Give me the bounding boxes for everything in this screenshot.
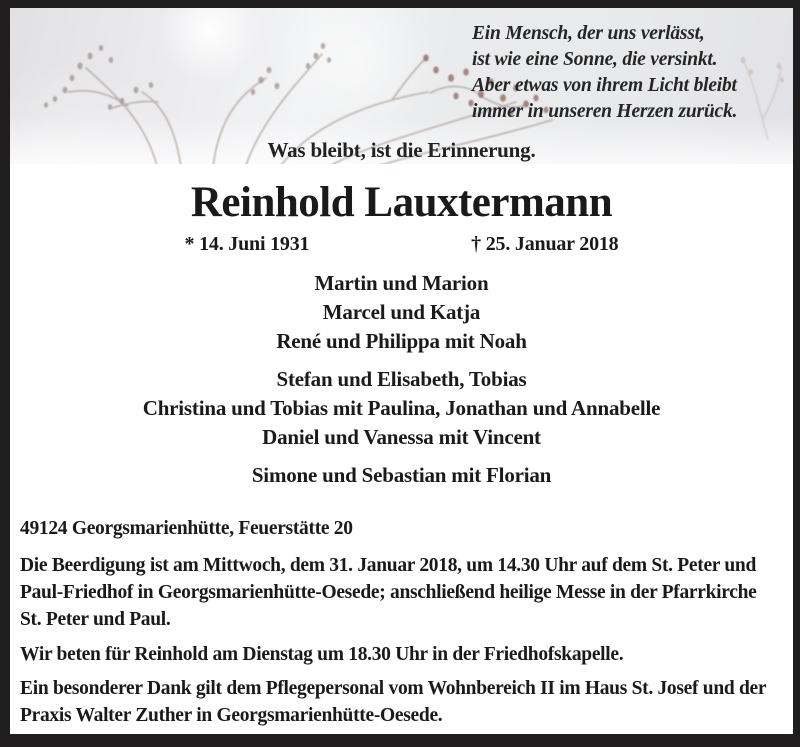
life-dates [185,233,619,256]
mourner-group [10,461,793,490]
verse-line: Aber etwas von ihrem Licht bleibt [472,75,737,96]
birth-date: * 14. Juni 1931 [184,233,310,256]
mourner-group [10,365,793,452]
mourner-line: Daniel und Vanessa mit Vincent [262,425,541,450]
mourner-line: Simone und Sebastian mit Florian [251,463,552,488]
mourner-line: René und Philippa mit Noah [276,329,527,354]
verse-line: Ein Mensch, der uns verlässt, [472,23,705,44]
verse-line: ist wie eine Sonne, die versinkt. [472,49,718,70]
thanks-paragraph: Ein besonderer Dank gilt dem Pflegepersonal vom Wohnbereich II im Haus St. Josef und der Praxis Walter Zuther in Georgsmarienhütte-Oesede. [20,678,766,727]
mourners-list [10,269,793,490]
verse-line: immer in unseren Herzen zurück. [472,101,738,122]
mourner-line: Stefan und Elisabeth, Tobias [276,367,527,392]
notice-details [20,515,773,729]
memorial-photo [10,8,793,164]
prayer-paragraph: Wir beten für Reinhold am Dienstag um 18.30 Uhr in der Friedhofskapelle. [20,644,624,666]
deceased-name: Reinhold Lauxtermann [190,179,613,226]
mourner-line: Marcel und Katja [322,300,481,325]
epigraph: Was bleibt, ist die Erinnerung. [267,138,536,162]
address-line: 49124 Georgsmarienhütte, Feuerstätte 20 [20,518,353,540]
memorial-verse [472,21,737,125]
death-date: † 25. Januar 2018 [471,233,619,256]
funeral-paragraph: Die Beerdigung ist am Mittwoch, dem 31. Januar 2018, um 14.30 Uhr auf dem St. Peter und Paul-Friedhof in Georgsmarienhütte-Oesede; anschließend heilige Messe in der Pfarrkirche St. Peter und Paul. [20,555,757,631]
mourner-line: Christina und Tobias mit Paulina, Jonathan und Annabelle [142,396,661,421]
mourner-group [10,269,793,356]
mourner-line: Martin und Marion [314,271,489,296]
